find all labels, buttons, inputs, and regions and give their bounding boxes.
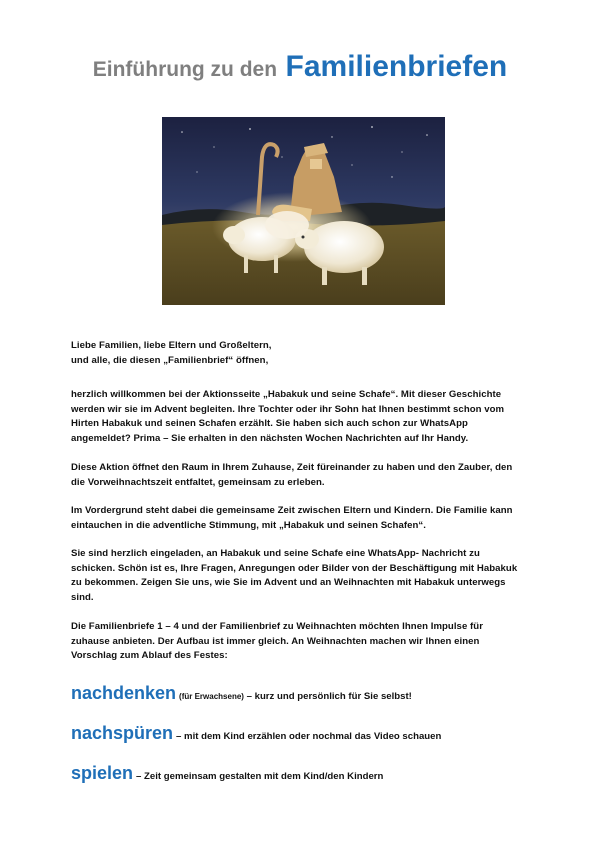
paragraph-line: angemeldet? Prima – Sie erhalten in den nächsten Wochen Nachrichten auf Ihr Handy. — [71, 432, 469, 444]
paragraph-line: Die Familienbriefe 1 – 4 und der Familienbrief zu Weihnachten möchten Ihnen Impulse für — [71, 621, 483, 632]
section-spielen — [71, 763, 383, 784]
paragraph-line: Sie sind herzlich eingeladen, an Habakuk und seine Schafe eine WhatsApp- Nachricht zu — [71, 548, 480, 559]
greeting — [71, 339, 541, 368]
paragraph-structure — [71, 620, 541, 664]
section-keyword: spielen — [71, 763, 134, 783]
paragraph-line: die Vorweihnachtszeit entfaltet, gemeinsam zu erleben. — [71, 476, 325, 488]
page-title — [0, 50, 600, 84]
paragraph-line: Vorschlag zum Ablauf des Festes: — [71, 650, 228, 661]
section-text: – kurz und persönlich für Sie selbst! — [243, 691, 412, 702]
paragraph-focus — [71, 504, 541, 533]
section-text: – Zeit gemeinsam gestalten mit dem Kind/den Kindern — [136, 771, 384, 782]
section-keyword: nachdenken — [71, 683, 177, 703]
paragraph-action — [71, 461, 541, 490]
section-note: (für Erwachsene) — [179, 692, 244, 701]
greeting-line: Liebe Familien, liebe Eltern und Großeltern, — [71, 340, 272, 351]
shepherd-sheep-photo — [162, 117, 445, 305]
paragraph-line: Hirten Habakuk und seinen Schafen erzählt. Sie haben sich auch schon zur WhatsApp — [71, 418, 468, 429]
title-main: Familienbriefen — [285, 50, 508, 83]
paragraph-line: schicken. Schön ist es, Ihre Fragen, Anregungen oder Bilder von der Beschäftigung mit Habakuk — [71, 562, 518, 574]
paragraph-line: zu bekommen. Zeigen Sie uns, wie Sie im Advent und an Weihnachten mit Habakuk unterwegs — [71, 577, 506, 588]
paragraph-line: herzlich willkommen bei der Aktionsseite „Habakuk und seine Schafe“. Mit dieser Geschichte — [71, 389, 502, 400]
paragraph-line: sind. — [71, 591, 94, 603]
section-nachdenken — [71, 683, 412, 704]
paragraph-line: werden wir sie im Advent begleiten. Ihre Tochter oder ihr Sohn hat Ihnen bestimmt schon vom — [71, 403, 505, 415]
paragraph-welcome — [71, 388, 541, 446]
section-nachspueren — [71, 723, 441, 744]
section-keyword: nachspüren — [71, 723, 174, 743]
paragraph-whatsapp — [71, 547, 541, 605]
section-text: – mit dem Kind erzählen oder nochmal das Video schauen — [176, 731, 442, 742]
paragraph-line: Diese Aktion öffnet den Raum in Ihrem Zuhause, Zeit füreinander zu haben und den Zauber, den — [71, 462, 513, 473]
title-prefix: Einführung zu den — [92, 58, 278, 81]
paragraph-line: zuhause anbieten. Der Aufbau ist immer gleich. An Weihnachten machen wir Ihnen einen — [71, 635, 480, 647]
greeting-line: und alle, die diesen „Familienbrief“ öffnen, — [71, 354, 269, 366]
paragraph-line: eintauchen in die adventliche Stimmung, mit „Habakuk und seinen Schafen“. — [71, 519, 426, 531]
paragraph-line: Im Vordergrund steht dabei die gemeinsame Zeit zwischen Eltern und Kindern. Die Familie kann — [71, 505, 513, 516]
